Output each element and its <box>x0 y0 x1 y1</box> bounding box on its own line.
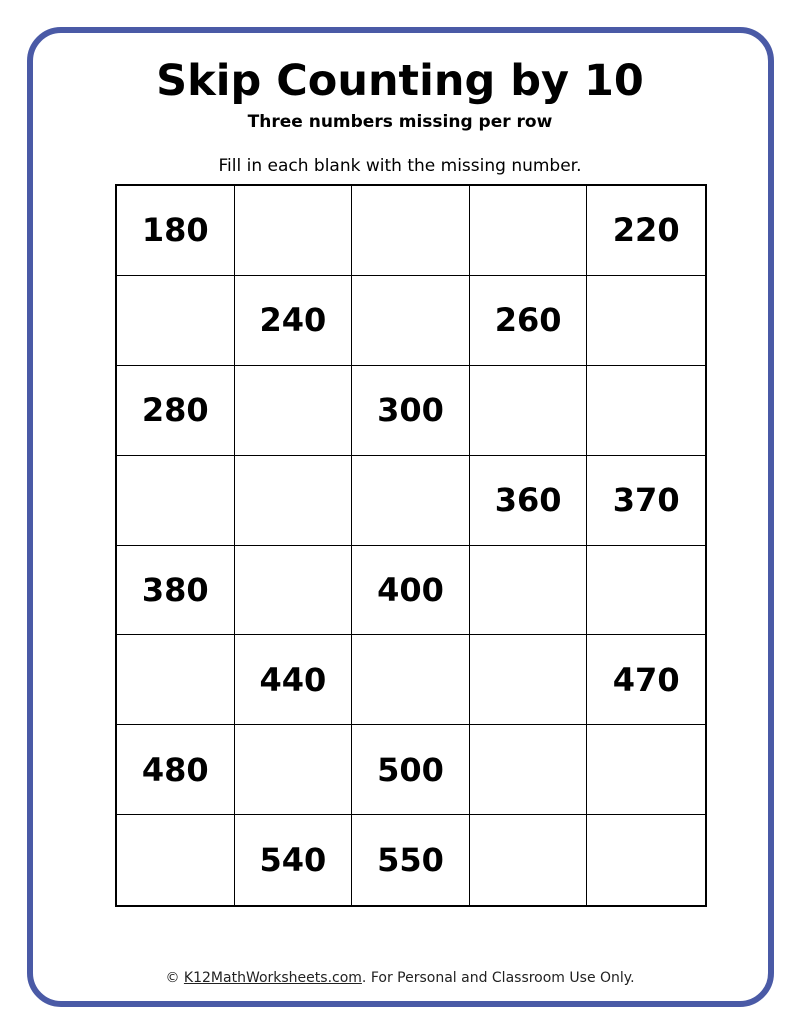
blank-cell[interactable] <box>470 725 588 815</box>
blank-cell[interactable] <box>587 276 705 366</box>
number-cell: 240 <box>235 276 353 366</box>
number-cell: 540 <box>235 815 353 905</box>
number-cell: 440 <box>235 635 353 725</box>
blank-cell[interactable] <box>117 456 235 546</box>
blank-cell[interactable] <box>470 546 588 636</box>
number-cell: 470 <box>587 635 705 725</box>
blank-cell[interactable] <box>470 366 588 456</box>
blank-cell[interactable] <box>117 815 235 905</box>
blank-cell[interactable] <box>352 456 470 546</box>
number-grid <box>115 184 707 907</box>
number-cell: 500 <box>352 725 470 815</box>
number-cell: 220 <box>587 186 705 276</box>
blank-cell[interactable] <box>352 186 470 276</box>
blank-cell[interactable] <box>235 366 353 456</box>
number-cell: 300 <box>352 366 470 456</box>
blank-cell[interactable] <box>470 635 588 725</box>
blank-cell[interactable] <box>235 186 353 276</box>
number-cell: 400 <box>352 546 470 636</box>
blank-cell[interactable] <box>235 546 353 636</box>
number-cell: 360 <box>470 456 588 546</box>
blank-cell[interactable] <box>470 815 588 905</box>
blank-cell[interactable] <box>117 276 235 366</box>
page-subtitle: Three numbers missing per row <box>247 112 553 132</box>
number-cell: 180 <box>117 186 235 276</box>
site-link[interactable]: K12MathWorksheets.com <box>183 970 362 986</box>
blank-cell[interactable] <box>352 276 470 366</box>
page-title: Skip Counting by 10 <box>156 56 644 106</box>
number-cell: 280 <box>117 366 235 456</box>
blank-cell[interactable] <box>235 725 353 815</box>
blank-cell[interactable] <box>235 456 353 546</box>
instructions-text: Fill in each blank with the missing number. <box>218 156 582 176</box>
number-cell: 370 <box>587 456 705 546</box>
blank-cell[interactable] <box>587 725 705 815</box>
footer-notice: . For Personal and Classroom Use Only. <box>361 970 635 986</box>
blank-cell[interactable] <box>470 186 588 276</box>
footer <box>0 967 800 989</box>
number-cell: 260 <box>470 276 588 366</box>
blank-cell[interactable] <box>587 546 705 636</box>
number-cell: 480 <box>117 725 235 815</box>
number-cell: 550 <box>352 815 470 905</box>
copyright-symbol: © <box>165 970 180 986</box>
number-cell: 380 <box>117 546 235 636</box>
blank-cell[interactable] <box>587 815 705 905</box>
blank-cell[interactable] <box>587 366 705 456</box>
blank-cell[interactable] <box>117 635 235 725</box>
blank-cell[interactable] <box>352 635 470 725</box>
